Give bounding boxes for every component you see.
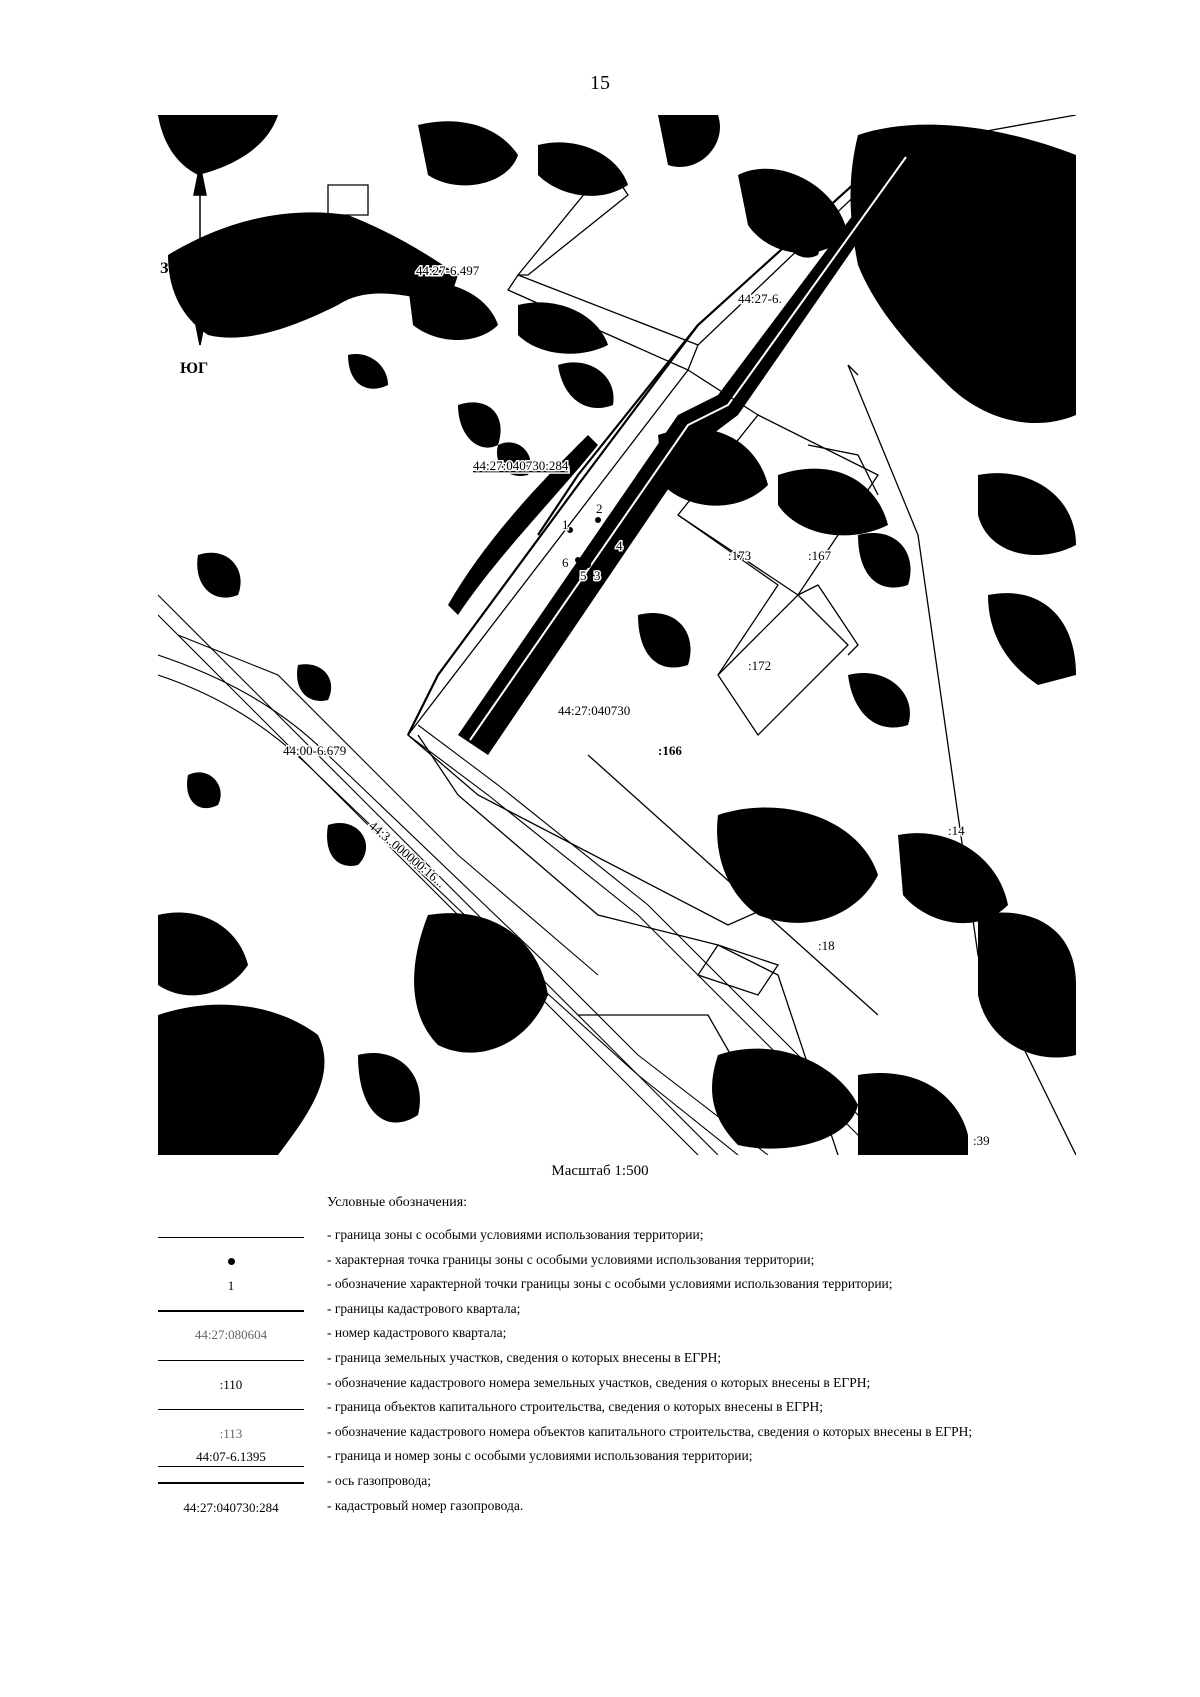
legend-text: - граница зоны с особыми условиями использования территории; [327,1227,704,1242]
legend-text: - номер кадастрового квартала; [327,1325,507,1341]
legend-item [158,1422,1158,1446]
legend-item [158,1348,1158,1372]
compass-west-label: З [160,260,169,277]
vegetation-areas [158,115,1076,1155]
legend-symbol-mark [158,1237,304,1238]
legend-text: - кадастровый номер газопровода. [327,1497,524,1513]
legend-symbol-mark: 44:27:080604 [194,1327,268,1343]
legend-symbol-mark [158,1482,304,1484]
legend-item [158,1471,1158,1495]
legend-symbol [158,1373,304,1397]
legend-symbol-mark [228,1258,235,1265]
legend-symbol-mark: 1 [227,1278,235,1294]
legend-symbol-mark: :113 [219,1425,243,1441]
legend-symbol-mark: :110 [219,1376,243,1392]
legend-item [158,1373,1158,1397]
legend-item [158,1323,1158,1347]
point-label-5: 5 [580,568,587,583]
legend-text: - граница земельных участков, сведения о которых внесены в ЕГРН; [327,1350,722,1365]
scale-label: Масштаб 1:500 [551,1163,649,1179]
legend-item [158,1397,1158,1421]
compass-south-label: ЮГ [180,360,209,377]
zone-label-2: 44:27-6. [738,291,782,306]
gas-pipeline-label: 44:27:040730:284 [473,458,569,473]
parcel-label-18: :18 [818,938,835,953]
page-number: 15 [590,72,610,94]
legend-text: - граница и номер зоны с особыми условиями использования территории; [327,1448,753,1464]
legend-symbol [158,1225,304,1249]
legend-item [158,1274,1158,1298]
legend-title: Условные обозначения: [327,1195,468,1210]
legend-symbol [158,1274,304,1298]
legend-text: - граница объектов капитального строительства, сведения о которых внесены в ЕГРН; [327,1399,823,1415]
point-label-4: 4 [616,538,623,553]
legend-text: - характерная точка границы зоны с особыми условиями использования территории; [327,1251,815,1267]
legend-item [158,1299,1158,1323]
legend-symbol [158,1422,304,1446]
point-label-3: 3 [594,568,601,583]
legend-symbol-mark [158,1409,304,1410]
legend-text: - границы кадастрового квартала; [327,1300,521,1316]
parcel-label-173: :173 [728,548,752,563]
legend-symbol-mark: 44:07-6.1395 [158,1449,304,1467]
legend-symbol-mark [158,1360,304,1361]
legend-symbol [158,1348,304,1372]
legend-symbol-mark: 44:27:040730:284 [183,1499,279,1515]
legend-text: - обозначение кадастрового номера объектов капитального строительства, сведения о которых внесены в ЕГРН; [327,1423,973,1439]
legend-symbol-mark [158,1310,304,1312]
zone-label-1: 44:27-6.497 [416,263,480,278]
parcel-label-166: :166 [658,743,682,758]
legend-symbol [158,1446,304,1470]
point-label-1: 1 [562,517,569,532]
legend-text: - обозначение кадастрового номера земельных участков, сведения о которых внесены в ЕГРН; [327,1374,871,1390]
linear-object-label: 44:3..000000:16... [366,817,449,891]
quarter-label: 44:27:040730 [558,703,631,718]
legend-symbol [158,1471,304,1495]
point-label-6: 6 [562,555,569,570]
parcel-label-14: :14 [948,823,965,838]
parcel-label-172: :172 [748,658,772,673]
legend-item [158,1225,1158,1249]
legend-item [158,1496,1158,1520]
legend-item [158,1446,1158,1470]
zone-label-3: 44:00-6.679 [283,743,347,758]
legend-item [158,1250,1158,1274]
point-label-2: 2 [596,501,603,516]
parcel-label-39: :39 [973,1133,990,1148]
legend-symbol [158,1299,304,1323]
legend-symbol [158,1250,304,1274]
legend-symbol [158,1397,304,1421]
legend-symbol [158,1323,304,1347]
legend-symbol [158,1496,304,1520]
legend-text: - обозначение характерной точки границы зоны с особыми условиями использования территории; [327,1276,893,1292]
legend-text: - ось газопровода; [327,1473,431,1488]
parcel-label-167: :167 [808,548,832,563]
cadastral-map [158,115,1076,1155]
